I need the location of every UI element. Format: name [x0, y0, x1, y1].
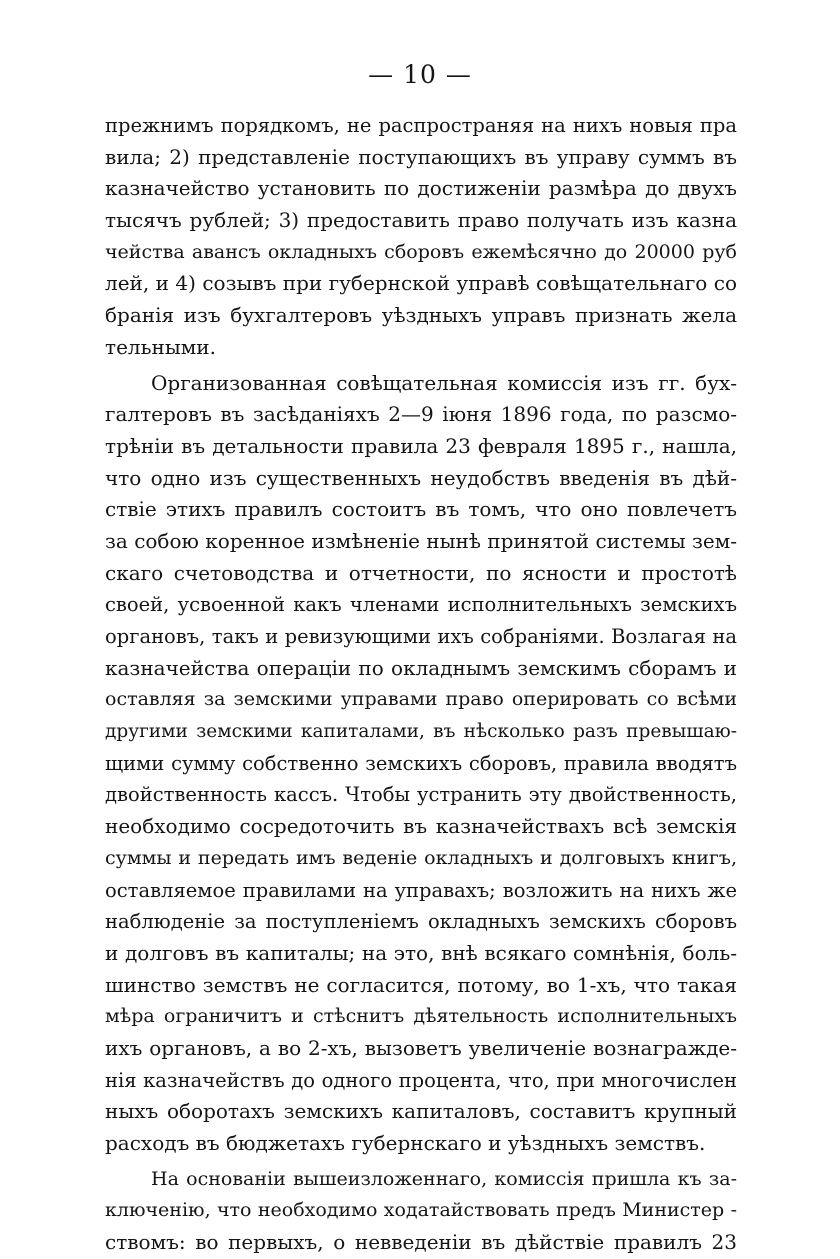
paragraph-3	[105, 1164, 737, 1259]
text-line: тельными.	[105, 334, 216, 359]
text-line: казначейство установить по достиженіи размѣра до двухъ	[105, 176, 737, 201]
text-line: прежнимъ порядкомъ, не распространяя на нихъ новыя пра	[105, 114, 737, 137]
text-line: лей, и 4) созывъ при губернской управѣ совѣщательнаго со	[105, 271, 737, 296]
text-line: щими сумму собственно земскихъ сборовъ, правила вводятъ	[105, 751, 737, 775]
text-line: своей, усвоенной какъ членами исполнительныхъ земскихъ	[105, 593, 737, 617]
text-line: и долговъ въ капиталы; на это, внѣ всякаго сомнѣнія, боль-	[105, 940, 737, 965]
text-line: оставляемое правилами на управахъ; возложить на нихъ же	[105, 878, 737, 902]
text-line: ключенію, что необходимо ходатайствовать предъ Министер -	[105, 1199, 737, 1222]
paragraph-2	[105, 368, 737, 1160]
text-line: бранія изъ бухгалтеровъ уѣздныхъ управъ признать жела	[105, 303, 737, 328]
text-line: ихъ органовъ, а во 2-хъ, вызоветъ увеличеніе вознагражде-	[105, 1035, 737, 1060]
page-number: — 10 —	[368, 60, 472, 89]
text-line: галтеровъ въ засѣданіяхъ 2—9 іюня 1896 года, по разсмо-	[105, 402, 737, 427]
text-line: наблюденіе за поступленіемъ окладныхъ земскихъ сборовъ	[105, 910, 737, 934]
text-line: ствіе этихъ правилъ состоитъ въ томъ, что оно повлечетъ	[105, 497, 737, 522]
text-line: Организованная совѣщательная комиссія изъ гг. бух-	[151, 370, 737, 395]
text-line: что одно изъ существенныхъ неудобствъ введенія въ дѣй-	[105, 465, 737, 490]
text-line: нія казначействъ до одного процента, что, при многочислен	[105, 1068, 737, 1092]
text-line: чейства авансъ окладныхъ сборовъ ежемѣсячно до 20000 руб	[105, 240, 737, 263]
text-line: скаго счетоводства и отчетности, по ясности и простотѣ	[105, 560, 737, 585]
text-line: необходимо сосредоточить въ казначействахъ всѣ земскія	[105, 814, 737, 839]
paragraph-1	[105, 110, 737, 364]
text-line: суммы и передать имъ веденіе окладныхъ и долговыхъ книгъ,	[105, 846, 737, 869]
text-line: вила; 2) представленіе поступающихъ въ управу суммъ въ	[105, 144, 737, 169]
text-line: тысячъ рублей; 3) предоставить право получать изъ казна	[105, 208, 737, 233]
text-line: расходъ въ бюджетахъ губернскаго и уѣздныхъ земствъ.	[105, 1131, 706, 1155]
body-text	[105, 110, 737, 1259]
text-line: другими земскими капиталами, въ нѣсколько разъ превышаю-	[105, 721, 737, 743]
text-line: казначейства операціи по окладнымъ земскимъ сборамъ и	[105, 655, 737, 680]
text-line: трѣніи въ детальности правила 23 февраля 1895 г., нашла,	[105, 433, 737, 458]
text-line: шинство земствъ не согласится, потому, во 1-хъ, что такая	[105, 972, 737, 997]
text-line: органовъ, такъ и ревизующими ихъ собраніями. Возлагая на	[105, 625, 737, 648]
text-line: ствомъ: во первыхъ, о невведеніи въ дѣйствіе правилъ 23	[105, 1230, 737, 1255]
text-line: за собою коренное измѣненіе нынѣ принятой системы зем-	[105, 528, 738, 553]
text-line: оставляя за земскими управами право оперировать со всѣми	[105, 688, 737, 711]
text-line: ныхъ оборотахъ земскихъ капиталовъ, составитъ крупный	[105, 1099, 737, 1124]
text-line: двойственность кассъ. Чтобы устранить эту двойственность,	[105, 783, 737, 807]
text-line: мѣра ограничитъ и стѣснитъ дѣятельность исполнительныхъ	[105, 1005, 737, 1028]
text-line: На основаніи вышеизложеннаго, комиссія пришла къ за-	[151, 1167, 737, 1190]
